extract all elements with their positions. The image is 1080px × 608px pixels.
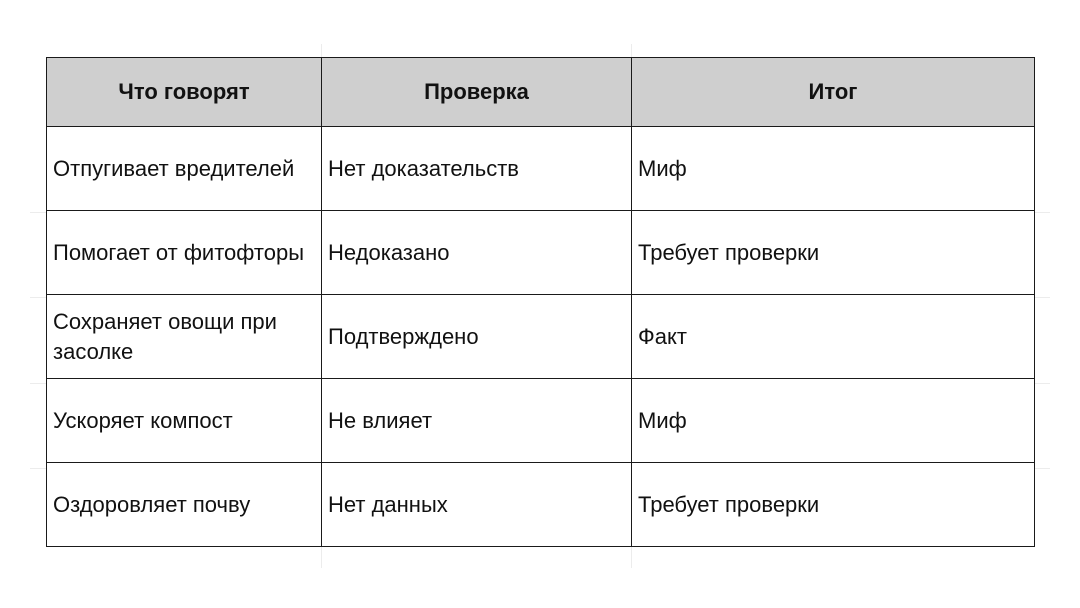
cell-verdict: Факт [632, 295, 1035, 379]
table-row [47, 295, 1035, 379]
cell-claim: Оздоровляет почву [47, 463, 322, 547]
table-row [47, 211, 1035, 295]
cell-verdict: Требует проверки [632, 463, 1035, 547]
cell-check: Нет данных [322, 463, 632, 547]
table-row [47, 463, 1035, 547]
table-row [47, 127, 1035, 211]
header-check: Проверка [322, 58, 632, 127]
cell-check: Не влияет [322, 379, 632, 463]
cell-verdict: Миф [632, 127, 1035, 211]
cell-claim: Отпугивает вредителей [47, 127, 322, 211]
cell-check: Нет доказательств [322, 127, 632, 211]
cell-verdict: Миф [632, 379, 1035, 463]
cell-claim: Помогает от фитофторы [47, 211, 322, 295]
cell-check: Недоказано [322, 211, 632, 295]
cell-claim: Ускоряет компост [47, 379, 322, 463]
table-header-row [47, 58, 1035, 127]
header-claim: Что говорят [47, 58, 322, 127]
cell-verdict: Требует проверки [632, 211, 1035, 295]
cell-check: Подтверждено [322, 295, 632, 379]
header-verdict: Итог [632, 58, 1035, 127]
myth-fact-table [46, 57, 1035, 547]
table-row [47, 379, 1035, 463]
cell-claim: Сохраняет овощи при засолке [47, 295, 322, 379]
